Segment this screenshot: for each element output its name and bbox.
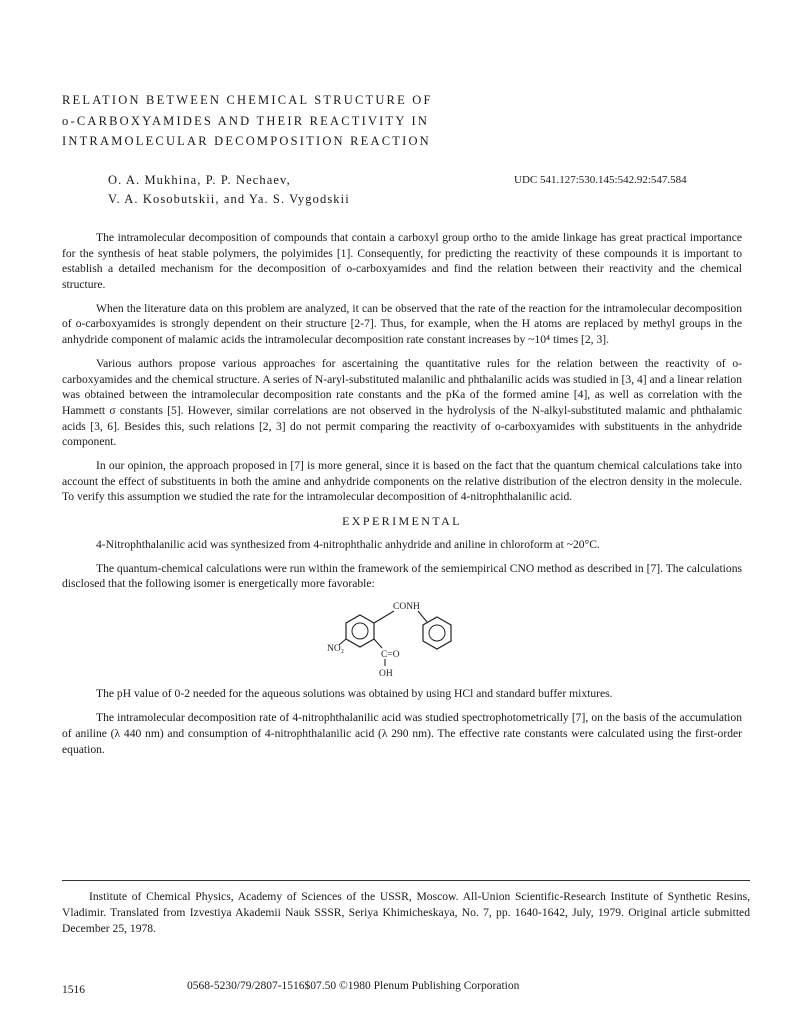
- copyright-line: 0568-5230/79/2807-1516$07.50 ©1980 Plenum Publishing Corporation: [187, 980, 520, 992]
- paragraph-calculations: The quantum-chemical calculations were run within the framework of the semiempirical CNO method as described in [7]. The calculations disclosed that the following isomer is energetically more favorable:: [62, 561, 742, 591]
- paragraph-approaches: Various authors propose various approaches for ascertaining the quantitative rules for the relation between the reactivity of o-carboxyamides and the chemical structure. A series of N-aryl-substituted malanilic and phthalanilic acids was studied in [3, 4] and a linear relation was obtained between the intramolecular decomposition rate constants and the pKa of the formed amine [4], as well as correlation with the Hammett σ constants [5]. However, similar correlations are not observed in the hydrolysis of the N-alkyl-substituted malamic and phthalamic acids [3, 6]. Besides this, such relations [2, 3] do not permit comparing the reactivity of o-carboxyamides with substituents in the anhydride component.: [62, 357, 742, 449]
- label-conh: CONH: [393, 602, 420, 613]
- paragraph-literature: When the literature data on this problem are analyzed, it can be observed that the rate of the reaction for the intramolecular decomposition of o-carboxyamides is strongly dependent on their structure [2-7]. Thus, for example, when the H atoms are replaced by methyl groups in the anhydride component of malamic acids the intramolecular decomposition rate constant increases by ~10⁴ times [2, 3].: [62, 301, 742, 347]
- footnote-divider: [62, 880, 750, 881]
- aromatic-circle-left: [352, 623, 368, 639]
- label-oh: OH: [379, 669, 393, 680]
- aromatic-circle-right: [429, 625, 445, 641]
- bond-ring-carboxyl: [374, 639, 382, 648]
- title-line-2: o-CARBOXYAMIDES AND THEIR REACTIVITY IN: [62, 113, 430, 128]
- chemical-structure-diagram: [327, 600, 477, 680]
- author-list: [108, 171, 350, 209]
- authors-line-1: O. A. Mukhina, P. P. Nechaev,: [108, 173, 291, 187]
- paragraph-intro: The intramolecular decomposition of compounds that contain a carboxyl group ortho to the amide linkage has great practical importance for the synthesis of heat stable polymers, the polyimides [1]. Consequently, for predicting the reactivity of these compounds it is important to establish a detailed mechanism for the decomposition of o-carboxyamides and find the relation between their reactivity and the chemical structure.: [62, 231, 742, 291]
- article-title: [62, 90, 522, 152]
- authors-line-2: V. A. Kosobutskii, and Ya. S. Vygodskii: [108, 192, 350, 206]
- section-heading-experimental: EXPERIMENTAL: [342, 514, 462, 528]
- paragraph-rate: The intramolecular decomposition rate of 4-nitrophthalanilic acid was studied spectrophotometrically [7], on the basis of the accumulation of aniline (λ 440 nm) and consumption of 4-nitrophthalanilic acid (λ 290 nm). The effective rate constants were calculated using the first-order equation.: [62, 711, 742, 756]
- benzene-ring-nitro: [346, 615, 374, 647]
- paragraph-opinion: In our opinion, the approach proposed in [7] is more general, since it is based on the fact that the quantum chemical calculations take into account the effect of substituents in both the amine and anhydride components on the relative distribution of the electron density in the molecule. To verify this assumption we studied the rate for the intramolecular decomposition of 4-nitrophthalanilic acid.: [62, 459, 742, 504]
- title-line-3: INTRAMOLECULAR DECOMPOSITION REACTION: [62, 134, 431, 148]
- footnote: [62, 889, 750, 938]
- label-c-double-o: C=O: [381, 650, 400, 661]
- title-line-1: RELATION BETWEEN CHEMICAL STRUCTURE OF: [62, 93, 433, 107]
- bond-n-phenyl: [418, 611, 427, 622]
- footnote-text: Institute of Chemical Physics, Academy of Sciences of the USSR, Moscow. All-Union Scientific-Research Institute of Synthetic Resins, Vladimir. Translated from Izvestiya Akademii Nauk SSSR, Seriya Khimicheskaya, No. 7, pp. 1640-1642, July, 1979. Original article submitted December 25, 1978.: [62, 890, 750, 936]
- article-body: [62, 230, 742, 766]
- paragraph-synthesis: 4-Nitrophthalanilic acid was synthesized from 4-nitrophthalic anhydride and aniline in chloroform at ~20°C.: [96, 537, 600, 551]
- udc-code: UDC 541.127:530.145:542.92:547.584: [514, 174, 687, 186]
- paragraph-ph: The pH value of 0-2 needed for the aqueous solutions was obtained by using HCl and standard buffer mixtures.: [96, 687, 613, 701]
- label-no2: NO₂: [327, 644, 345, 655]
- page-number: 1516: [62, 984, 85, 996]
- bond-to-conh: [374, 611, 394, 623]
